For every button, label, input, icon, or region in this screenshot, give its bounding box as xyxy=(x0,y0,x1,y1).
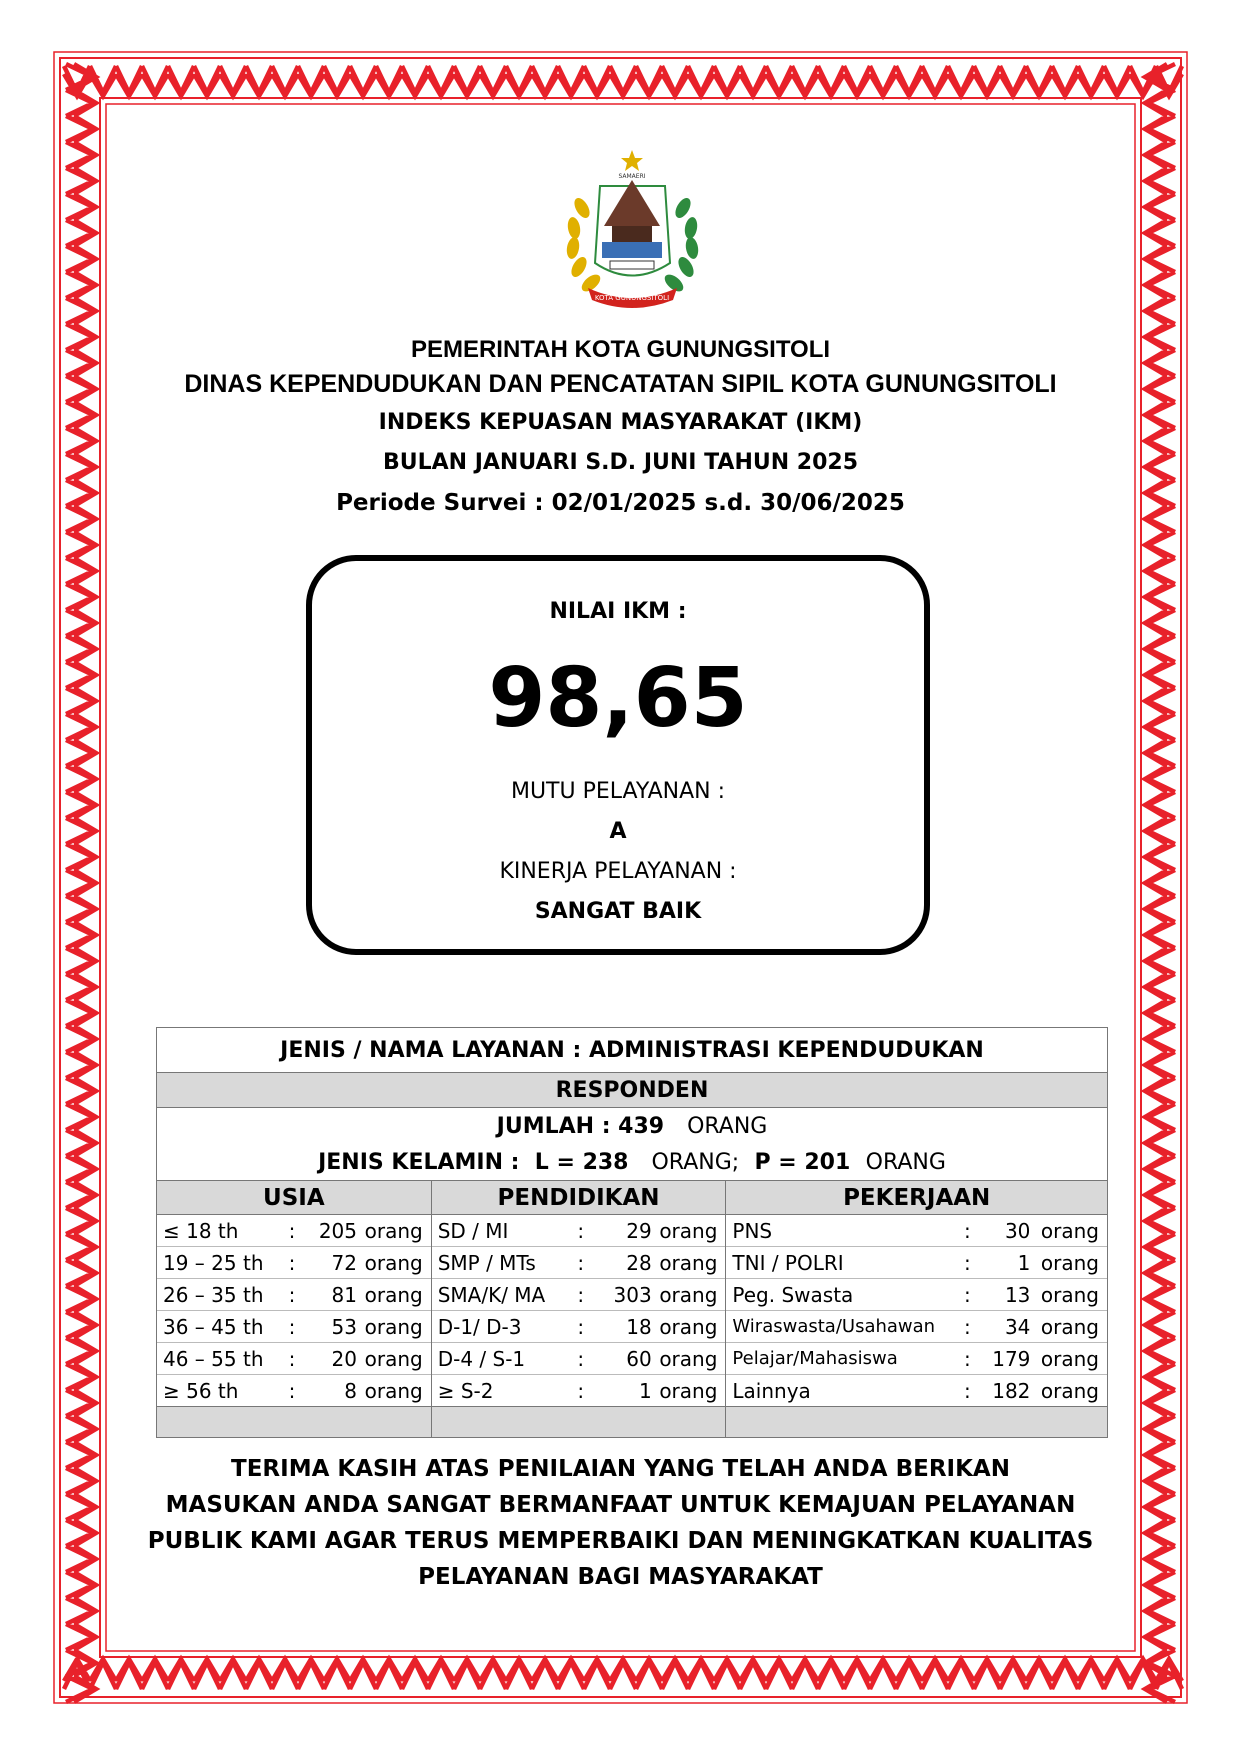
kelamin-label: JENIS KELAMIN : xyxy=(318,1149,520,1175)
table-row xyxy=(157,1247,1108,1279)
separator: : xyxy=(577,1218,585,1243)
l-unit: ORANG; xyxy=(651,1149,740,1175)
usia-count: 8 xyxy=(344,1378,357,1403)
pekerjaan-count: 1 xyxy=(1017,1250,1031,1275)
pendidikan-count: 29 xyxy=(626,1218,652,1243)
pendidikan-cell xyxy=(431,1375,726,1407)
usia-cell xyxy=(157,1343,432,1375)
pekerjaan-label: Pelajar/Mahasiswa xyxy=(732,1348,898,1369)
pendidikan-count: 18 xyxy=(626,1314,652,1339)
empty-cell xyxy=(157,1407,432,1438)
footer-line-2: MASUKAN ANDA SANGAT BERMANFAAT UNTUK KEMAJUAN PELAYANAN xyxy=(165,1492,1076,1518)
unit: orang xyxy=(1040,1314,1099,1339)
usia-count: 53 xyxy=(331,1314,357,1339)
usia-label: ≥ 56 th xyxy=(163,1378,239,1403)
header-line-4: BULAN JANUARI S.D. JUNI TAHUN 2025 xyxy=(382,450,859,475)
table-row xyxy=(157,1343,1108,1375)
kinerja-value: SANGAT BAIK xyxy=(534,899,702,924)
usia-cell xyxy=(157,1247,432,1279)
unit: orang xyxy=(1040,1378,1099,1403)
separator: : xyxy=(577,1282,585,1307)
pendidikan-header: PENDIDIKAN xyxy=(431,1181,726,1215)
pekerjaan-cell xyxy=(726,1215,1108,1247)
pendidikan-count: 303 xyxy=(613,1282,652,1307)
pekerjaan-count: 13 xyxy=(1004,1282,1031,1307)
mutu-value: A xyxy=(609,819,627,844)
pendidikan-label: SMA/K/ MA xyxy=(437,1282,546,1307)
unit: orang xyxy=(1040,1282,1099,1307)
p-count: P = 201 xyxy=(754,1149,851,1175)
separator: : xyxy=(288,1250,296,1275)
ikm-value: 98,65 xyxy=(488,651,748,746)
logo-ribbon: KOTA GUNUNGSITOLI xyxy=(594,294,670,302)
pendidikan-label: ≥ S-2 xyxy=(437,1378,494,1403)
unit: orang xyxy=(364,1314,423,1339)
jumlah-row xyxy=(157,1108,1108,1145)
usia-count: 81 xyxy=(331,1282,357,1307)
unit: orang xyxy=(364,1218,423,1243)
pendidikan-label: D-1/ D-3 xyxy=(437,1314,522,1339)
usia-count: 20 xyxy=(331,1346,357,1371)
separator: : xyxy=(964,1378,971,1403)
pekerjaan-cell xyxy=(726,1247,1108,1279)
separator: : xyxy=(577,1346,585,1371)
kelamin-row xyxy=(157,1144,1108,1181)
pendidikan-cell xyxy=(431,1215,726,1247)
usia-cell xyxy=(157,1311,432,1343)
unit: orang xyxy=(1040,1346,1099,1371)
header-line-2: DINAS KEPENDUDUKAN DAN PENCATATAN SIPIL KOTA GUNUNGSITOLI xyxy=(184,370,1057,398)
usia-header: USIA xyxy=(157,1181,432,1215)
unit: orang xyxy=(659,1218,718,1243)
pendidikan-label: D-4 / S-1 xyxy=(437,1346,526,1371)
pendidikan-count: 1 xyxy=(638,1378,652,1403)
pendidikan-cell xyxy=(431,1343,726,1375)
kota-gunungsitoli-logo-icon xyxy=(560,148,705,313)
empty-cell xyxy=(726,1407,1108,1438)
mutu-label: MUTU PELAYANAN : xyxy=(510,779,726,804)
unit: orang xyxy=(364,1378,423,1403)
separator: : xyxy=(288,1378,296,1403)
pendidikan-cell xyxy=(431,1279,726,1311)
pekerjaan-label: PNS xyxy=(732,1218,773,1243)
separator: : xyxy=(288,1282,296,1307)
usia-label: ≤ 18 th xyxy=(163,1218,239,1243)
unit: orang xyxy=(364,1282,423,1307)
usia-count: 205 xyxy=(318,1218,357,1243)
table-row xyxy=(157,1279,1108,1311)
unit: orang xyxy=(659,1378,718,1403)
table-row xyxy=(157,1311,1108,1343)
kinerja-label: KINERJA PELAYANAN : xyxy=(499,859,737,884)
jumlah-label: JUMLAH : 439 xyxy=(496,1113,665,1139)
pekerjaan-count: 182 xyxy=(992,1378,1031,1403)
pekerjaan-label: Lainnya xyxy=(732,1378,811,1403)
table-row xyxy=(157,1215,1108,1247)
pekerjaan-header: PEKERJAAN xyxy=(726,1181,1108,1215)
unit: orang xyxy=(1040,1250,1099,1275)
unit: orang xyxy=(364,1346,423,1371)
jumlah-unit: ORANG xyxy=(687,1113,768,1139)
pekerjaan-count: 179 xyxy=(992,1346,1031,1371)
p-unit: ORANG xyxy=(865,1149,946,1175)
respondent-table xyxy=(156,1027,1108,1438)
header-line-5: Periode Survei : 02/01/2025 s.d. 30/06/2025 xyxy=(336,490,905,516)
table-row xyxy=(157,1375,1108,1407)
usia-label: 36 – 45 th xyxy=(163,1314,264,1339)
pekerjaan-count: 30 xyxy=(1004,1218,1031,1243)
pekerjaan-count: 34 xyxy=(1004,1314,1031,1339)
separator: : xyxy=(577,1250,585,1275)
separator: : xyxy=(964,1346,971,1371)
pendidikan-count: 60 xyxy=(626,1346,652,1371)
pekerjaan-label: Wiraswasta/Usahawan xyxy=(732,1316,936,1337)
usia-cell xyxy=(157,1375,432,1407)
pekerjaan-cell xyxy=(726,1375,1108,1407)
pekerjaan-cell xyxy=(726,1311,1108,1343)
service-title: JENIS / NAMA LAYANAN : ADMINISTRASI KEPENDUDUKAN xyxy=(157,1028,1108,1073)
separator: : xyxy=(288,1218,296,1243)
unit: orang xyxy=(659,1250,718,1275)
header-line-1: PEMERINTAH KOTA GUNUNGSITOLI xyxy=(410,336,831,363)
usia-count: 72 xyxy=(331,1250,357,1275)
l-count: L = 238 xyxy=(534,1149,629,1175)
usia-label: 26 – 35 th xyxy=(163,1282,264,1307)
usia-cell xyxy=(157,1215,432,1247)
footer-line-1: TERIMA KASIH ATAS PENILAIAN YANG TELAH ANDA BERIKAN xyxy=(231,1456,1010,1482)
ikm-label: NILAI IKM : xyxy=(549,599,687,624)
unit: orang xyxy=(1040,1218,1099,1243)
pendidikan-cell xyxy=(431,1247,726,1279)
logo-motto: SAMAERI xyxy=(618,173,646,180)
separator: : xyxy=(964,1282,971,1307)
pekerjaan-label: Peg. Swasta xyxy=(732,1282,854,1307)
pekerjaan-label: TNI / POLRI xyxy=(732,1250,844,1275)
unit: orang xyxy=(659,1314,718,1339)
footer-line-3: PUBLIK KAMI AGAR TERUS MEMPERBAIKI DAN MENINGKATKAN KUALITAS xyxy=(147,1528,1094,1554)
separator: : xyxy=(964,1218,971,1243)
pendidikan-label: SMP / MTs xyxy=(437,1250,536,1275)
separator: : xyxy=(288,1314,296,1339)
header-line-3: INDEKS KEPUASAN MASYARAKAT (IKM) xyxy=(378,410,863,435)
separator: : xyxy=(577,1314,585,1339)
empty-cell xyxy=(431,1407,726,1438)
unit: orang xyxy=(659,1282,718,1307)
usia-label: 19 – 25 th xyxy=(163,1250,264,1275)
pendidikan-cell xyxy=(431,1311,726,1343)
pendidikan-count: 28 xyxy=(626,1250,652,1275)
separator: : xyxy=(288,1346,296,1371)
usia-label: 46 – 55 th xyxy=(163,1346,264,1371)
separator: : xyxy=(964,1314,971,1339)
pendidikan-label: SD / MI xyxy=(437,1218,509,1243)
separator: : xyxy=(964,1250,971,1275)
unit: orang xyxy=(659,1346,718,1371)
separator: : xyxy=(577,1378,585,1403)
footer-line-4: PELAYANAN BAGI MASYARAKAT xyxy=(418,1564,823,1590)
usia-cell xyxy=(157,1279,432,1311)
ikm-box xyxy=(306,555,930,955)
unit: orang xyxy=(364,1250,423,1275)
responden-header: RESPONDEN xyxy=(157,1073,1108,1108)
pekerjaan-cell xyxy=(726,1343,1108,1375)
pekerjaan-cell xyxy=(726,1279,1108,1311)
